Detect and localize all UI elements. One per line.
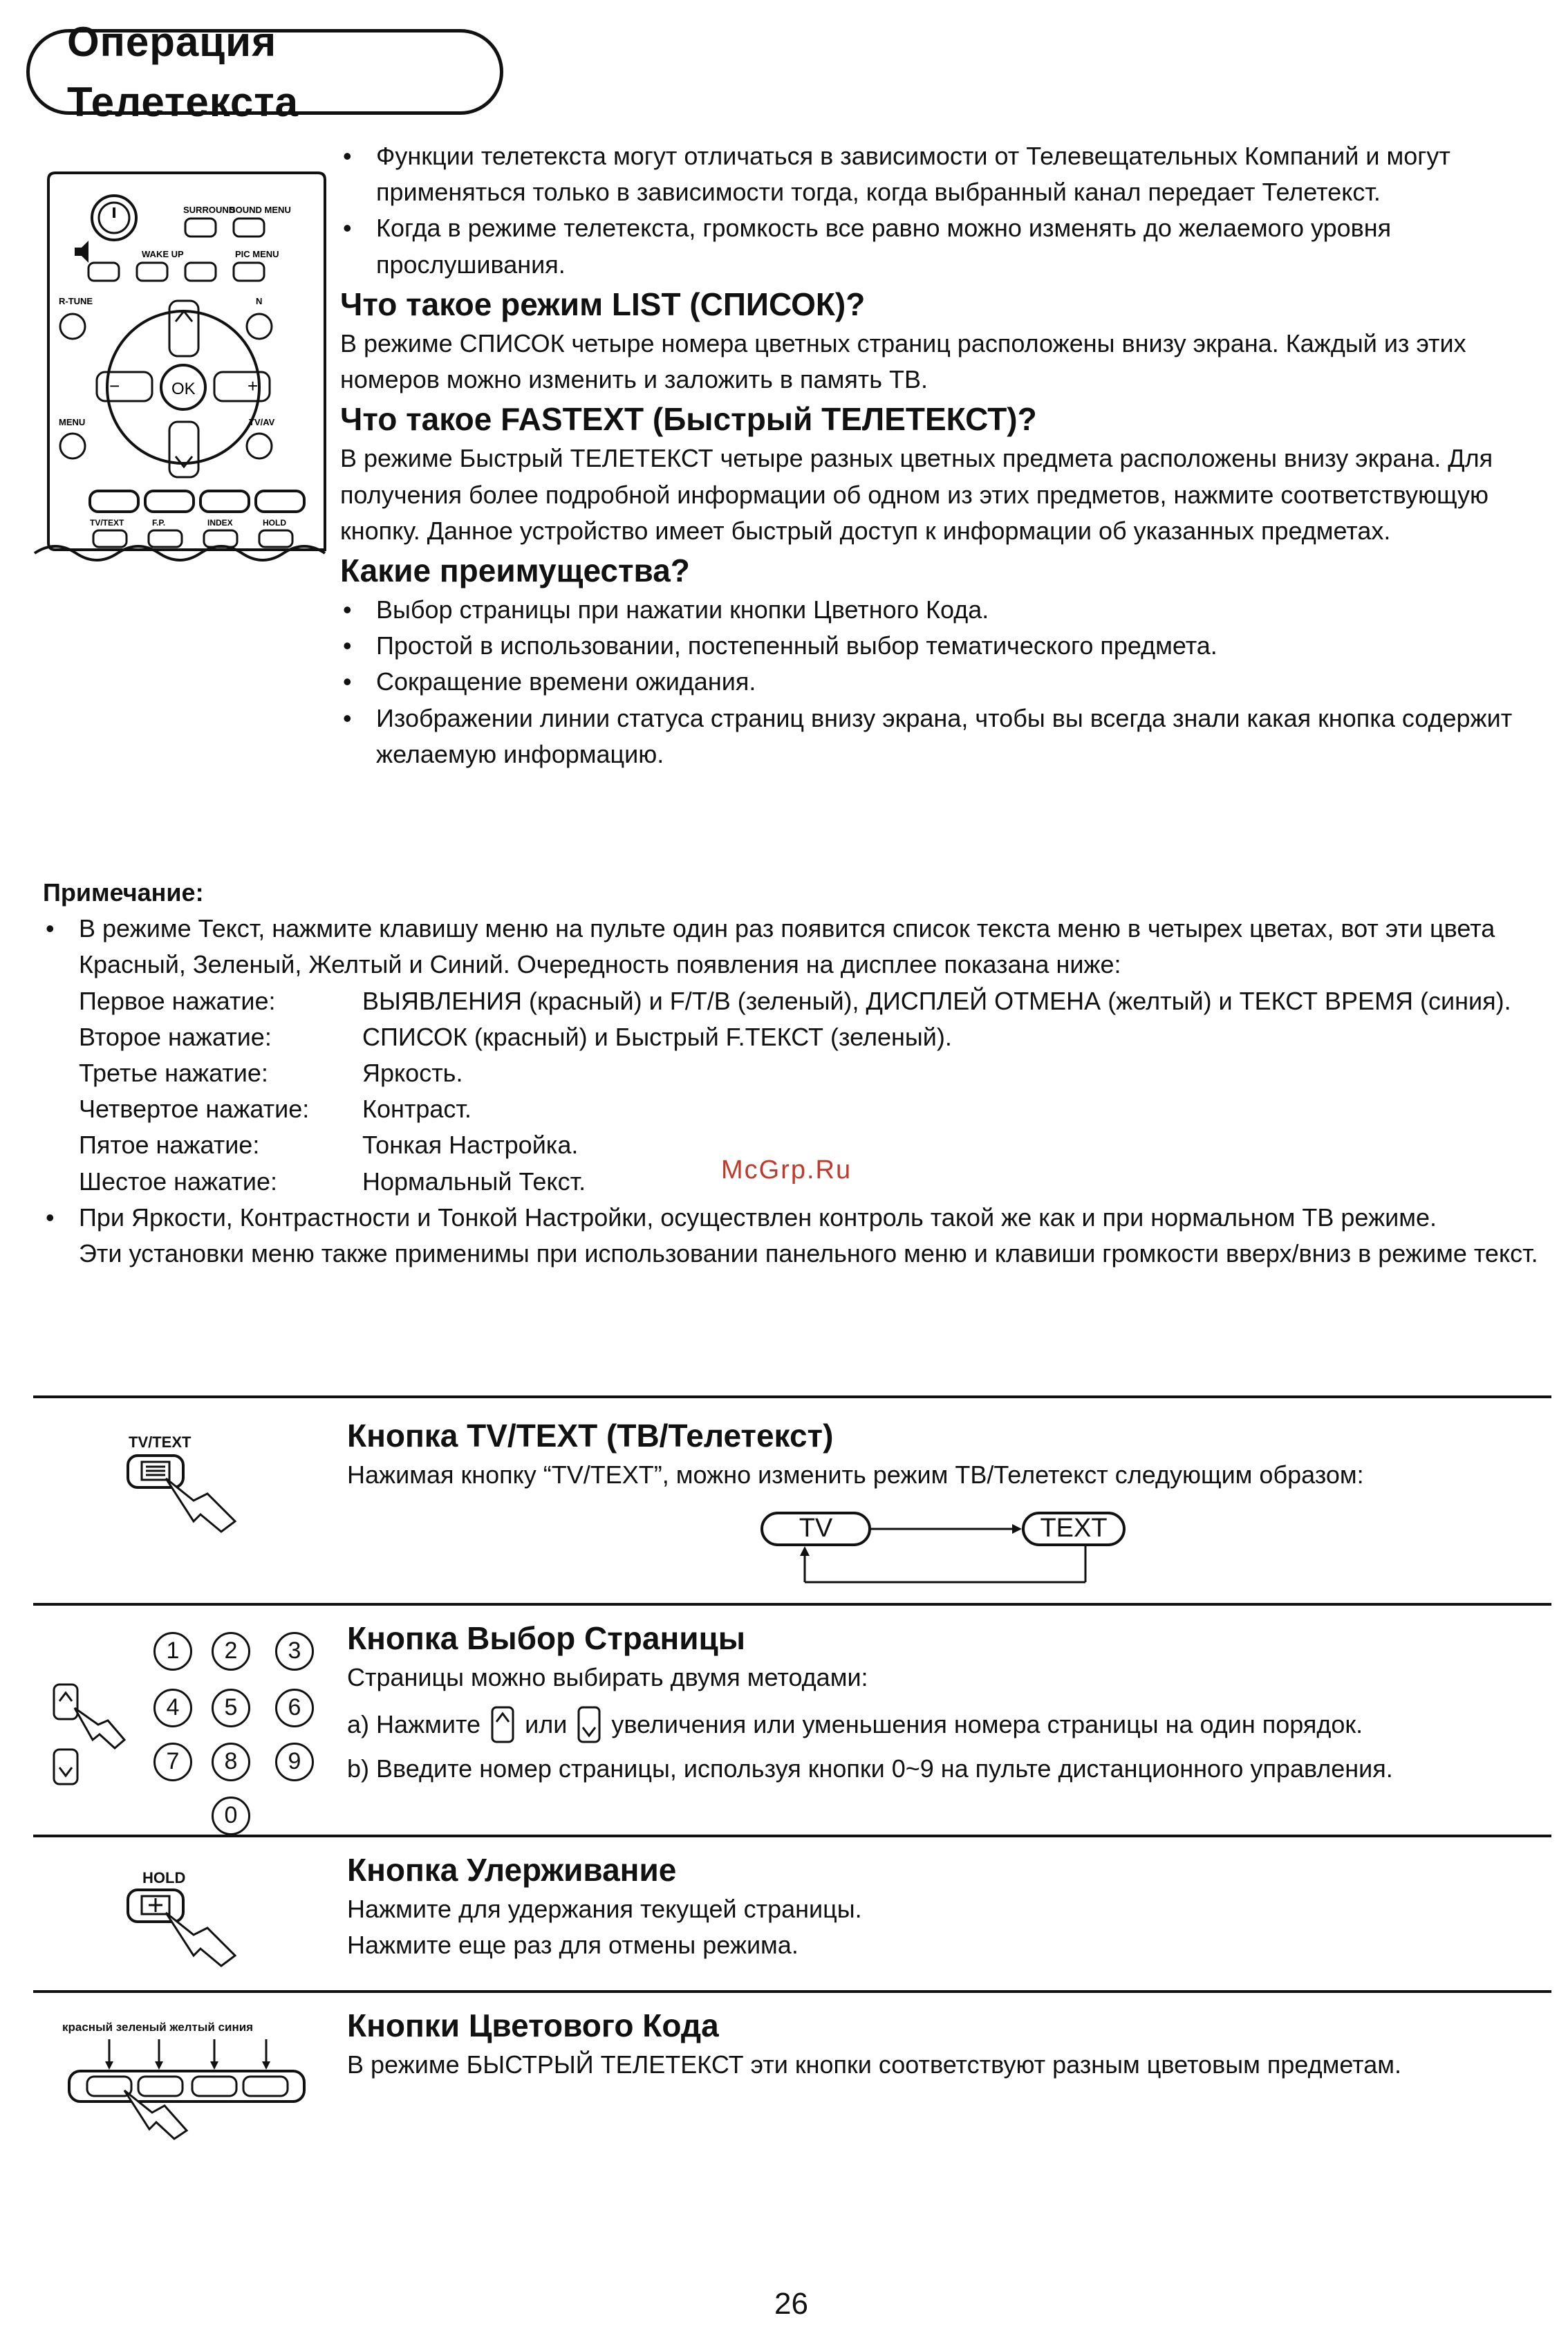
page-title: Операция Телетекста	[26, 29, 503, 115]
list-item: • Изображении линии статуса страниц внизу экрана, чтобы вы всегда знали какая кнопка содержит желаемую информацию.	[340, 700, 1543, 772]
mute-icon	[75, 241, 88, 263]
page-select-item-b: b) Введите номер страницы, используя кнопки 0~9 на пульте дистанционного управления.	[347, 1754, 1393, 1783]
divider	[33, 1603, 1551, 1606]
hold-icon-label: HOLD	[142, 1869, 186, 1886]
r-tune-label: R-TUNE	[59, 296, 93, 306]
svg-text:+: +	[248, 375, 259, 396]
page-select-text: Страницы можно выбирать двумя методами:	[347, 1663, 868, 1692]
intro-section	[340, 138, 1543, 772]
page-down-icon	[577, 1705, 601, 1744]
list-item: • Функции телетекста могут отличаться в зависимости от Телевещательных Компаний и могут применяться только в зависимости тогда, когда выбранный канал передает Телетекст.	[340, 138, 1543, 210]
hold-section	[347, 1848, 1550, 1963]
fastext-heading: Что такое FASTEXT (Быстрый ТЕЛЕТЕКСТ)?	[340, 401, 1037, 438]
list-mode-text: В режиме СПИСОК четыре номера цветных страниц расположены внизу экрана. Каждый из этих номеров можно изменить и заложить в память ТВ.	[340, 328, 1466, 394]
digit-button: 4	[153, 1689, 192, 1727]
page-up-down-icon	[50, 1680, 126, 1798]
tv-mode-box: TV	[760, 1512, 871, 1546]
press-row: Пятое нажатие: Тонкая Настройка.	[79, 1131, 579, 1160]
pic-menu-label: PIC MENU	[235, 249, 279, 259]
note-continuation: Эти установки меню также применимы при использовании панельного меню и клавиши громкости вверх/вниз в режиме текст.	[79, 1238, 1538, 1268]
digit-button: 9	[275, 1743, 314, 1781]
fp-label: F.P.	[152, 518, 166, 528]
hold-line1: Нажмите для удержания текущей страницы.	[347, 1895, 862, 1924]
list-item: • Сокращение времени ожидания.	[340, 664, 1543, 700]
digit-button: 2	[212, 1632, 250, 1671]
page-up-icon	[490, 1705, 515, 1744]
note-title: Примечание:	[43, 878, 204, 907]
sound-menu-label: SOUND MENU	[230, 205, 291, 215]
note-bullet: • При Яркости, Контрастности и Тонкой Настройки, осуществлен контроль такой же как и при нормальном ТВ режиме.	[43, 1200, 1550, 1236]
press-row: Первое нажатие: ВЫЯВЛЕНИЯ (красный) и F/T/B (зеленый), ДИСПЛЕЙ ОТМЕНА (желтый) и ТЕКСТ ВРЕМЯ (синия).	[79, 986, 1511, 1015]
digit-button: 1	[153, 1632, 192, 1671]
tvtext-section	[347, 1414, 1550, 1493]
divider	[33, 1835, 1551, 1837]
page-select-heading: Кнопка Выбор Страницы	[347, 1620, 746, 1656]
fastext-text: В режиме Быстрый ТЕЛЕТЕКСТ четыре разных цветных предмета расположены внизу экрана. Для получения более подробной информации об одном из этих предметов, нажмите соответствующую кнопку. Данное устройство имеет быстрый доступ к информации об указанных предметах.	[340, 444, 1493, 545]
watermark: McGrp.Ru	[721, 1156, 852, 1185]
wake-up-label: WAKE UP	[142, 249, 184, 259]
color-heading: Кнопки Цветового Кода	[347, 2007, 719, 2043]
note-bullet: • В режиме Текст, нажмите клавишу меню на пульте один раз появится список текста меню в четырех цветах, вот эти цвета Красный, Зеленый, Желтый и Синий. Очередность появления на дисплее показана ниже:	[43, 911, 1550, 983]
index-label: INDEX	[207, 518, 233, 528]
divider	[33, 1395, 1551, 1398]
color-section	[347, 2004, 1550, 2083]
surround-label: SURROUND	[183, 205, 236, 215]
list-item: • Когда в режиме телетекста, громкость все равно можно изменять до желаемого уровня прослушивания.	[340, 210, 1543, 282]
svg-text:−: −	[109, 375, 120, 396]
mode-cycle-arrows	[795, 1514, 1099, 1590]
divider	[33, 1990, 1551, 1993]
page-number: 26	[774, 2287, 808, 2321]
hold-line2: Нажмите еще раз для отмены режима.	[347, 1931, 799, 1960]
menu-label: MENU	[59, 417, 86, 427]
color-labels: красный зеленый желтый синия	[62, 2021, 254, 2034]
list-item: • Простой в использовании, постепенный выбор тематического предмета.	[340, 628, 1543, 664]
note-section	[43, 875, 1550, 1272]
remote-control-illustration	[28, 166, 332, 581]
digit-button: 6	[275, 1689, 314, 1727]
color-buttons-icon	[62, 2036, 311, 2140]
list-mode-heading: Что такое режим LIST (СПИСОК)?	[340, 286, 866, 322]
press-row: Шестое нажатие: Нормальный Текст.	[79, 1167, 586, 1196]
tvtext-button-icon	[124, 1452, 249, 1535]
intro-bullets	[340, 138, 1543, 283]
tvtext-label: TV/TEXT	[90, 518, 124, 528]
color-text: В режиме БЫСТРЫЙ ТЕЛЕТЕКСТ эти кнопки соответствуют разным цветовым предметам.	[347, 2050, 1402, 2079]
ok-label: OK	[171, 380, 196, 398]
text-mode-box: TEXT	[1022, 1512, 1126, 1546]
tv-av-label: TV/AV	[249, 417, 275, 427]
digit-button: 7	[153, 1743, 192, 1781]
advantages-list	[340, 592, 1543, 772]
tvtext-heading: Кнопка TV/TEXT (ТВ/Телетекст)	[347, 1418, 834, 1454]
digit-button: 5	[212, 1689, 250, 1727]
page-select-section	[347, 1617, 1550, 1787]
list-item: • Выбор страницы при нажатии кнопки Цветного Кода.	[340, 592, 1543, 628]
press-row: Четвертое нажатие: Контраст.	[79, 1095, 472, 1124]
digit-button: 0	[212, 1797, 250, 1835]
n-label: N	[256, 296, 263, 306]
power-icon	[92, 196, 136, 240]
page-select-item-a: a) Нажмите или увеличения или уменьшения номера страницы на один порядок.	[347, 1705, 1550, 1744]
press-row: Второе нажатие: СПИСОК (красный) и Быстрый F.ТЕКСТ (зеленый).	[79, 1022, 952, 1051]
hold-label: HOLD	[263, 518, 286, 528]
tvtext-text: Нажимая кнопку “TV/TEXT”, можно изменить режим ТВ/Телетекст следующим образом:	[347, 1460, 1364, 1490]
hold-heading: Кнопка Улерживание	[347, 1852, 677, 1888]
digit-button: 3	[275, 1632, 314, 1671]
hold-button-icon	[124, 1886, 249, 1969]
tvtext-icon-label: TV/TEXT	[129, 1433, 192, 1451]
press-row: Третье нажатие: Яркость.	[79, 1058, 463, 1087]
digit-button: 8	[212, 1743, 250, 1781]
advantages-heading: Какие преимущества?	[340, 552, 690, 588]
